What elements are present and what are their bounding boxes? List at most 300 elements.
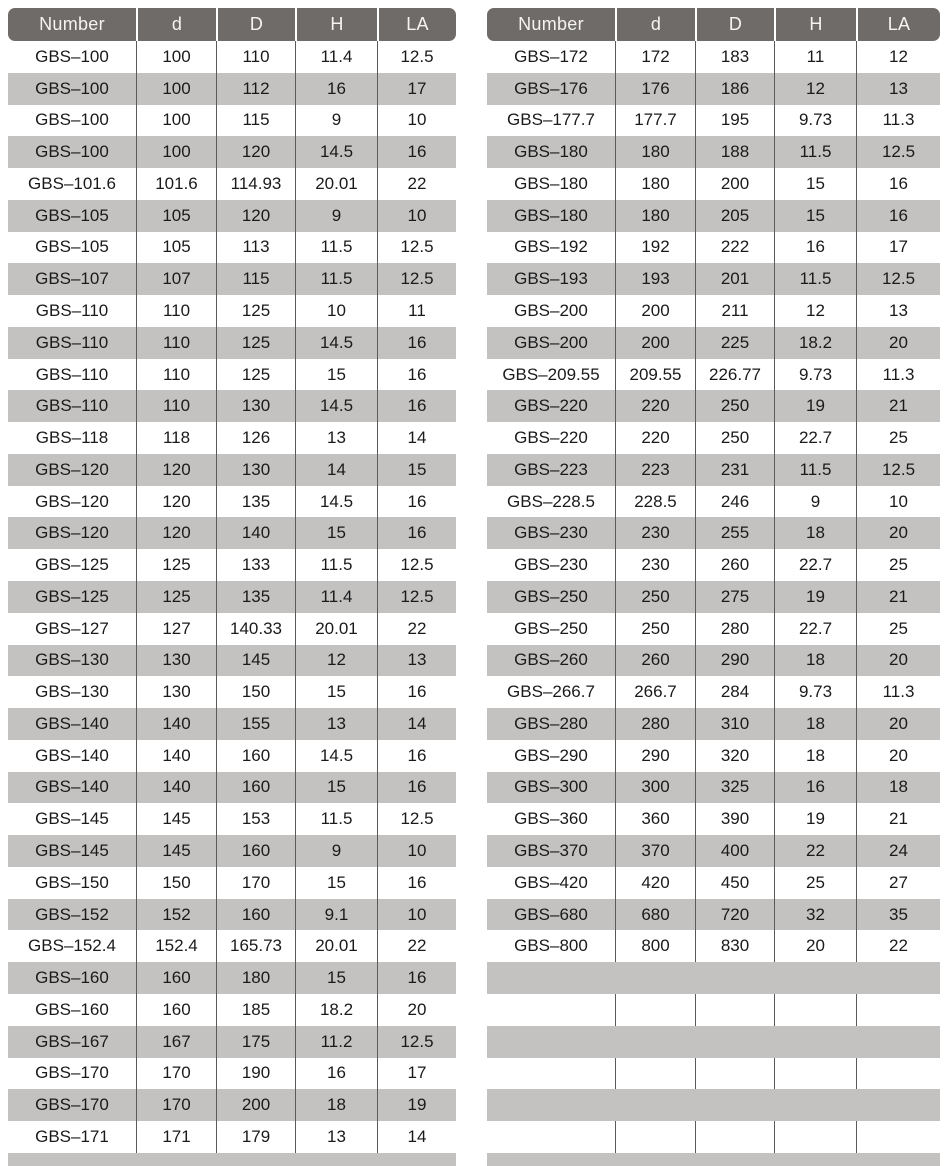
empty-cell bbox=[487, 1026, 615, 1058]
right-spec-table bbox=[487, 8, 940, 1166]
cell: 9 bbox=[295, 835, 377, 867]
cell: 152 bbox=[136, 899, 216, 931]
cell: 284 bbox=[695, 676, 774, 708]
empty-cell bbox=[774, 994, 856, 1026]
table-row bbox=[487, 486, 940, 518]
cell: 160 bbox=[216, 835, 295, 867]
cell: 18.2 bbox=[295, 994, 377, 1026]
cell: 140 bbox=[136, 708, 216, 740]
cell: 24 bbox=[856, 835, 940, 867]
cell: GBS–100 bbox=[35, 142, 109, 162]
column-header-h: H bbox=[295, 8, 377, 41]
cell: 15 bbox=[295, 359, 377, 391]
cell: GBS–177.7 bbox=[507, 110, 595, 130]
table-row bbox=[8, 740, 456, 772]
cell: 25 bbox=[856, 549, 940, 581]
column-header-la: LA bbox=[377, 8, 456, 41]
cell: 275 bbox=[695, 581, 774, 613]
cell: 11.5 bbox=[295, 803, 377, 835]
table-row bbox=[487, 232, 940, 264]
cell: 11 bbox=[774, 41, 856, 73]
cell: GBS–120 bbox=[35, 491, 109, 511]
cell: 195 bbox=[695, 105, 774, 137]
left-table-header bbox=[8, 8, 456, 41]
table-row bbox=[8, 200, 456, 232]
cell: 450 bbox=[695, 867, 774, 899]
cell: GBS–127 bbox=[35, 618, 109, 638]
cell: 10 bbox=[377, 200, 456, 232]
table-row bbox=[487, 835, 940, 867]
cell: 22.7 bbox=[774, 613, 856, 645]
empty-cell bbox=[856, 962, 940, 994]
empty-cell bbox=[695, 1058, 774, 1090]
empty-cell bbox=[695, 994, 774, 1026]
table-row bbox=[8, 41, 456, 73]
cell: 260 bbox=[615, 645, 695, 677]
empty-cell bbox=[615, 1121, 695, 1153]
cell: 201 bbox=[695, 263, 774, 295]
table-row bbox=[487, 359, 940, 391]
cell: 12.5 bbox=[377, 1026, 456, 1058]
cell: GBS–101.6 bbox=[28, 173, 116, 193]
table-row bbox=[487, 899, 940, 931]
empty-row bbox=[487, 1121, 940, 1153]
cell: 12.5 bbox=[377, 41, 456, 73]
cell: 16 bbox=[377, 772, 456, 804]
table-row bbox=[8, 581, 456, 613]
cell: 15 bbox=[295, 962, 377, 994]
column-header-number: Number bbox=[39, 14, 105, 34]
table-row bbox=[487, 772, 940, 804]
cell: 21 bbox=[856, 390, 940, 422]
cell: 25 bbox=[856, 613, 940, 645]
table-row bbox=[8, 454, 456, 486]
cell: GBS–280 bbox=[514, 713, 588, 733]
cell: 200 bbox=[615, 295, 695, 327]
table-row bbox=[487, 73, 940, 105]
empty-row bbox=[487, 994, 940, 1026]
table-row bbox=[487, 295, 940, 327]
table-row bbox=[8, 676, 456, 708]
table-row bbox=[8, 517, 456, 549]
cell: 22 bbox=[774, 835, 856, 867]
cell: 112 bbox=[216, 73, 295, 105]
cell: 165.73 bbox=[216, 930, 295, 962]
cell: 11.5 bbox=[295, 232, 377, 264]
table-row bbox=[8, 1121, 456, 1153]
cell: 11.2 bbox=[295, 1026, 377, 1058]
cell: 310 bbox=[695, 708, 774, 740]
cell: GBS–180 bbox=[514, 205, 588, 225]
cell: GBS–370 bbox=[514, 841, 588, 861]
table-row bbox=[487, 454, 940, 486]
cell: 118 bbox=[136, 422, 216, 454]
table-row bbox=[487, 645, 940, 677]
cell: 11.5 bbox=[774, 454, 856, 486]
cell: 12 bbox=[774, 73, 856, 105]
cell: 11.3 bbox=[856, 359, 940, 391]
cell: GBS–420 bbox=[514, 872, 588, 892]
cell: 153 bbox=[216, 803, 295, 835]
cell: 176 bbox=[615, 73, 695, 105]
cell: 13 bbox=[295, 1121, 377, 1153]
cell: GBS–110 bbox=[35, 301, 109, 320]
table-row bbox=[8, 486, 456, 518]
cell: 120 bbox=[136, 486, 216, 518]
empty-cell bbox=[774, 1058, 856, 1090]
table-row bbox=[487, 708, 940, 740]
cell: 14.5 bbox=[295, 327, 377, 359]
cell: 9 bbox=[295, 200, 377, 232]
table-row bbox=[487, 867, 940, 899]
cell: 680 bbox=[615, 899, 695, 931]
cell: 140 bbox=[136, 740, 216, 772]
cell: 180 bbox=[615, 136, 695, 168]
cell: GBS–230 bbox=[514, 523, 588, 543]
cell: 125 bbox=[216, 295, 295, 327]
cell: GBS–260 bbox=[514, 650, 588, 670]
cell: 115 bbox=[216, 263, 295, 295]
cell: GBS–160 bbox=[35, 999, 109, 1019]
cell: 10 bbox=[377, 899, 456, 931]
cell: 15 bbox=[774, 168, 856, 200]
cell: 14.5 bbox=[295, 390, 377, 422]
cell: GBS–105 bbox=[35, 205, 109, 225]
cell: 185 bbox=[216, 994, 295, 1026]
cell: 11.3 bbox=[856, 105, 940, 137]
cell: GBS–120 bbox=[35, 523, 109, 543]
cell: 18 bbox=[295, 1089, 377, 1121]
cell: GBS–100 bbox=[35, 78, 109, 98]
cell: 11.5 bbox=[774, 263, 856, 295]
cell: 246 bbox=[695, 486, 774, 518]
cell: 18.2 bbox=[774, 327, 856, 359]
cell: 25 bbox=[856, 422, 940, 454]
cell: 110 bbox=[136, 327, 216, 359]
cell: 12 bbox=[774, 295, 856, 327]
cell: 13 bbox=[295, 708, 377, 740]
cell: 16 bbox=[774, 772, 856, 804]
empty-row bbox=[487, 962, 940, 994]
empty-cell bbox=[695, 1026, 774, 1058]
cell: GBS–125 bbox=[35, 555, 109, 575]
cell: GBS–167 bbox=[35, 1031, 109, 1051]
table-row bbox=[8, 359, 456, 391]
cell: 130 bbox=[216, 390, 295, 422]
cell: GBS–110 bbox=[35, 332, 109, 352]
cell: 12 bbox=[856, 41, 940, 73]
cell: 101.6 bbox=[136, 168, 216, 200]
cell: 18 bbox=[774, 740, 856, 772]
cell: 14.5 bbox=[295, 486, 377, 518]
cell: 19 bbox=[774, 581, 856, 613]
table-row bbox=[8, 772, 456, 804]
cell: GBS–145 bbox=[35, 809, 109, 829]
table-row bbox=[8, 73, 456, 105]
table-row bbox=[487, 390, 940, 422]
table-row bbox=[487, 803, 940, 835]
empty-cell bbox=[487, 1121, 615, 1153]
cell: 200 bbox=[695, 168, 774, 200]
table-row bbox=[8, 232, 456, 264]
cell: 220 bbox=[615, 422, 695, 454]
cell: 9 bbox=[774, 486, 856, 518]
cell: GBS–152.4 bbox=[28, 936, 116, 956]
empty-cell bbox=[774, 1026, 856, 1058]
cell: GBS–200 bbox=[514, 332, 588, 352]
cell: 15 bbox=[774, 200, 856, 232]
cell: GBS–140 bbox=[35, 713, 109, 733]
table-row bbox=[8, 867, 456, 899]
cell: 9.73 bbox=[774, 676, 856, 708]
empty-cell bbox=[856, 1058, 940, 1090]
cell: 170 bbox=[216, 867, 295, 899]
table-row bbox=[8, 835, 456, 867]
cell: 145 bbox=[216, 645, 295, 677]
cell: 125 bbox=[216, 359, 295, 391]
cell: GBS–250 bbox=[514, 618, 588, 638]
cell: 18 bbox=[856, 772, 940, 804]
cell: GBS–180 bbox=[514, 142, 588, 162]
cell: 160 bbox=[216, 740, 295, 772]
cell: 280 bbox=[615, 708, 695, 740]
cell: 20 bbox=[856, 645, 940, 677]
cell: 100 bbox=[136, 41, 216, 73]
cell: 205 bbox=[695, 200, 774, 232]
empty-cell bbox=[695, 1121, 774, 1153]
cell: 16 bbox=[377, 359, 456, 391]
cell: 16 bbox=[377, 486, 456, 518]
cell: 300 bbox=[615, 772, 695, 804]
cell: 193 bbox=[615, 263, 695, 295]
column-header-d: D bbox=[695, 8, 774, 41]
cell: GBS–105 bbox=[35, 237, 109, 257]
cell: 140 bbox=[216, 517, 295, 549]
cell: 22.7 bbox=[774, 422, 856, 454]
cell: 113 bbox=[216, 232, 295, 264]
cell: 16 bbox=[856, 200, 940, 232]
cell: 225 bbox=[695, 327, 774, 359]
cell: 220 bbox=[615, 390, 695, 422]
cell: 120 bbox=[136, 517, 216, 549]
cell: 192 bbox=[615, 232, 695, 264]
cell: 14 bbox=[377, 1121, 456, 1153]
cell: 18 bbox=[774, 645, 856, 677]
cell: 209.55 bbox=[615, 359, 695, 391]
cell: 226.77 bbox=[695, 359, 774, 391]
cell: 10 bbox=[295, 295, 377, 327]
cell: 250 bbox=[615, 613, 695, 645]
cell: 290 bbox=[695, 645, 774, 677]
cell: 10 bbox=[856, 486, 940, 518]
cell: 15 bbox=[295, 772, 377, 804]
cell: 105 bbox=[136, 200, 216, 232]
cell: 167 bbox=[136, 1026, 216, 1058]
cell: 127 bbox=[136, 613, 216, 645]
cell: 13 bbox=[377, 645, 456, 677]
cell: 170 bbox=[136, 1089, 216, 1121]
table-row bbox=[8, 899, 456, 931]
table-row bbox=[8, 168, 456, 200]
cell: GBS–290 bbox=[514, 745, 588, 765]
cell: 172 bbox=[615, 41, 695, 73]
cell: 200 bbox=[216, 1089, 295, 1121]
cell: 100 bbox=[136, 136, 216, 168]
cell: 20 bbox=[377, 994, 456, 1026]
cell: 170 bbox=[136, 1058, 216, 1090]
table-row bbox=[487, 200, 940, 232]
cell: 280 bbox=[695, 613, 774, 645]
cell: 145 bbox=[136, 803, 216, 835]
cell: 14.5 bbox=[295, 740, 377, 772]
table-row bbox=[8, 1058, 456, 1090]
cell: 175 bbox=[216, 1026, 295, 1058]
empty-cell bbox=[856, 1121, 940, 1153]
cell: 22 bbox=[856, 930, 940, 962]
cell: 325 bbox=[695, 772, 774, 804]
cell: 14.5 bbox=[295, 136, 377, 168]
cell: 370 bbox=[615, 835, 695, 867]
cell: 133 bbox=[216, 549, 295, 581]
cell: GBS–170 bbox=[35, 1095, 109, 1115]
cell: 17 bbox=[377, 73, 456, 105]
empty-cell bbox=[615, 1058, 695, 1090]
cell: 250 bbox=[695, 422, 774, 454]
cell: 9.1 bbox=[295, 899, 377, 931]
cell: 222 bbox=[695, 232, 774, 264]
cell: 20 bbox=[856, 740, 940, 772]
partial-row bbox=[8, 1153, 456, 1166]
cell: GBS–150 bbox=[35, 872, 109, 892]
cell: 16 bbox=[774, 232, 856, 264]
cell: 17 bbox=[377, 1058, 456, 1090]
column-header-d: d bbox=[136, 8, 216, 41]
left-spec-table bbox=[8, 8, 456, 1166]
column-header-d: D bbox=[216, 8, 295, 41]
cell: 110 bbox=[136, 359, 216, 391]
cell: 320 bbox=[695, 740, 774, 772]
cell: 12.5 bbox=[377, 803, 456, 835]
empty-cell bbox=[487, 994, 615, 1026]
cell: 12.5 bbox=[856, 263, 940, 295]
cell: GBS–220 bbox=[514, 428, 588, 448]
cell: GBS–300 bbox=[514, 777, 588, 797]
cell: 110 bbox=[136, 390, 216, 422]
table-row bbox=[487, 517, 940, 549]
cell: 120 bbox=[216, 200, 295, 232]
cell: 9 bbox=[295, 105, 377, 137]
cell: 180 bbox=[615, 168, 695, 200]
cell: 14 bbox=[377, 422, 456, 454]
right-table-header bbox=[487, 8, 940, 41]
cell: GBS–172 bbox=[514, 46, 588, 66]
cell: 190 bbox=[216, 1058, 295, 1090]
cell: 186 bbox=[695, 73, 774, 105]
cell: 15 bbox=[295, 676, 377, 708]
cell: 260 bbox=[695, 549, 774, 581]
cell: 13 bbox=[856, 295, 940, 327]
cell: 11 bbox=[377, 295, 456, 327]
empty-cell bbox=[615, 994, 695, 1026]
cell: 9.73 bbox=[774, 359, 856, 391]
table-row bbox=[8, 549, 456, 581]
cell: 16 bbox=[377, 517, 456, 549]
cell: 800 bbox=[615, 930, 695, 962]
cell: 20.01 bbox=[295, 168, 377, 200]
cell: 266.7 bbox=[615, 676, 695, 708]
cell: 21 bbox=[856, 581, 940, 613]
cell: GBS–107 bbox=[35, 269, 109, 289]
table-row bbox=[487, 676, 940, 708]
cell: 255 bbox=[695, 517, 774, 549]
empty-cell bbox=[774, 1121, 856, 1153]
empty-cell bbox=[487, 962, 615, 994]
cell: GBS–100 bbox=[35, 110, 109, 130]
cell: GBS–140 bbox=[35, 745, 109, 765]
cell: 183 bbox=[695, 41, 774, 73]
cell: 20 bbox=[856, 517, 940, 549]
cell: GBS–223 bbox=[514, 459, 588, 479]
cell: 830 bbox=[695, 930, 774, 962]
cell: 32 bbox=[774, 899, 856, 931]
table-row bbox=[487, 422, 940, 454]
cell: 250 bbox=[695, 390, 774, 422]
cell: 231 bbox=[695, 454, 774, 486]
table-row bbox=[487, 168, 940, 200]
cell: 107 bbox=[136, 263, 216, 295]
table-row bbox=[8, 803, 456, 835]
cell: 14 bbox=[295, 454, 377, 486]
column-header-number: Number bbox=[518, 14, 584, 34]
cell: 20.01 bbox=[295, 613, 377, 645]
cell: GBS–193 bbox=[514, 269, 588, 289]
cell: 180 bbox=[216, 962, 295, 994]
cell: 420 bbox=[615, 867, 695, 899]
table-row bbox=[487, 549, 940, 581]
cell: 13 bbox=[856, 73, 940, 105]
table-row bbox=[8, 136, 456, 168]
cell: 12.5 bbox=[377, 581, 456, 613]
table-row bbox=[8, 994, 456, 1026]
cell: 12.5 bbox=[856, 136, 940, 168]
cell: GBS–360 bbox=[514, 809, 588, 829]
cell: 135 bbox=[216, 581, 295, 613]
cell: GBS–152 bbox=[35, 904, 109, 924]
cell: 125 bbox=[216, 327, 295, 359]
right-table-body bbox=[487, 41, 940, 1166]
cell: GBS–130 bbox=[35, 682, 109, 702]
cell: 16 bbox=[377, 962, 456, 994]
cell: 16 bbox=[295, 1058, 377, 1090]
cell: GBS–145 bbox=[35, 841, 109, 861]
empty-cell bbox=[615, 1089, 695, 1121]
cell: GBS–209.55 bbox=[502, 364, 600, 384]
cell: GBS–130 bbox=[35, 650, 109, 670]
cell: 16 bbox=[295, 73, 377, 105]
table-row bbox=[487, 105, 940, 137]
cell: 10 bbox=[377, 835, 456, 867]
table-row bbox=[8, 1089, 456, 1121]
cell: 130 bbox=[136, 645, 216, 677]
table-row bbox=[8, 422, 456, 454]
table-row bbox=[487, 327, 940, 359]
cell: 179 bbox=[216, 1121, 295, 1153]
cell: 16 bbox=[377, 740, 456, 772]
cell: 22.7 bbox=[774, 549, 856, 581]
cell: GBS–192 bbox=[514, 237, 588, 257]
cell: 15 bbox=[377, 454, 456, 486]
cell: 22 bbox=[377, 613, 456, 645]
